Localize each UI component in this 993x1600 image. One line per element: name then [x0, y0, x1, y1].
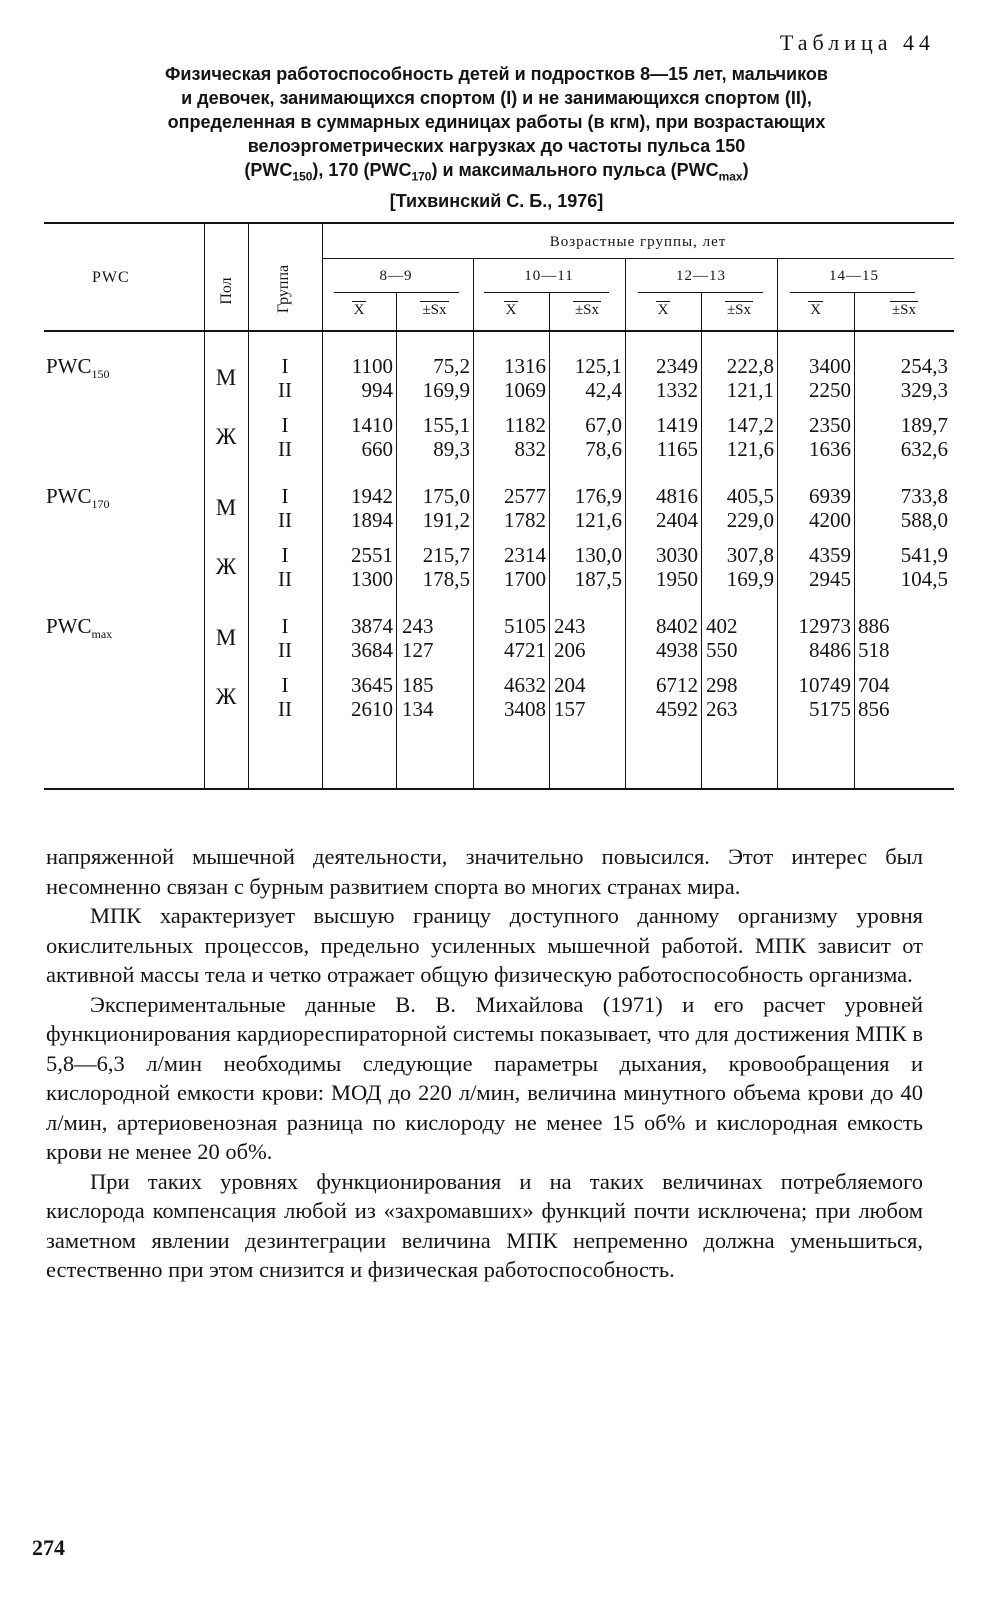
pwc-subscript: max: [91, 627, 113, 642]
mean-header: [777, 302, 854, 319]
age-group-rule: [322, 258, 954, 259]
table-cell: 832: [514, 437, 546, 461]
table-cell: 550: [706, 638, 738, 662]
table-cell: 8486: [809, 638, 851, 662]
table-cell: 541,9: [900, 543, 948, 567]
table-cell: 3030: [656, 543, 698, 567]
caption-source: [Тихвинский С. Б., 1976]: [389, 190, 604, 211]
table-cell: 147,2: [726, 413, 774, 437]
group-value: I: [281, 673, 289, 697]
age-label: 8—9: [379, 268, 413, 284]
table-cell: 2250: [809, 378, 851, 402]
table-cell: 329,3: [900, 378, 948, 402]
table-cell: 169,9: [726, 567, 774, 591]
table-cell: 125,1: [574, 354, 622, 378]
table-cell: 229,0: [726, 508, 774, 532]
table-cell: 1419: [656, 413, 698, 437]
caption-line: определенная в суммарных единицах работы (в кгм), при возрастающих: [167, 112, 826, 132]
table-cell: 121,6: [726, 437, 774, 461]
table-top-rule: [44, 222, 954, 224]
mean-header: [625, 302, 701, 319]
group-value: I: [281, 543, 289, 567]
paragraph: напряженной мышечной деятельности, значительно повысился. Этот интерес был несомненно связан с бурным развитием спорта во многих странах мира.: [46, 844, 923, 899]
sex-value: Ж: [215, 684, 237, 709]
table-cell: 2577: [504, 484, 546, 508]
table-cell: 4938: [656, 638, 698, 662]
table-cell: 518: [858, 638, 890, 662]
sex-header: Пол: [218, 277, 235, 305]
error-header: [854, 302, 954, 319]
table-cell: 6939: [809, 484, 851, 508]
table-cell: 588,0: [900, 508, 948, 532]
mean-symbol: X: [353, 302, 365, 318]
table-header-rule: [44, 330, 954, 332]
table-cell: 4721: [504, 638, 546, 662]
group-value: I: [281, 614, 289, 638]
group-value: I: [281, 484, 289, 508]
sex-value: Ж: [215, 554, 237, 579]
table-cell: 3874: [351, 614, 393, 638]
group-value: II: [278, 697, 292, 721]
pwc-label: [46, 614, 112, 646]
pwc-subscript: 170: [91, 497, 110, 512]
age-rule: [790, 292, 915, 293]
sex-value: М: [215, 365, 237, 390]
table-cell: 1316: [504, 354, 546, 378]
group-header: Группа: [275, 264, 292, 314]
table-cell: 243: [402, 614, 434, 638]
table-cell: 189,7: [900, 413, 948, 437]
table-label: Таблица 44: [779, 30, 935, 55]
error-symbol: ±Sx: [891, 302, 917, 318]
pwc-header: PWC: [92, 269, 130, 286]
error-symbol: ±Sx: [574, 302, 600, 318]
table-cell: 298: [706, 673, 738, 697]
table-cell: 175,0: [422, 484, 470, 508]
group-value: II: [278, 638, 292, 662]
table-cell: 402: [706, 614, 738, 638]
table-cell: 127: [402, 638, 434, 662]
table-cell: 660: [361, 437, 393, 461]
group-value: II: [278, 567, 292, 591]
mean-header: [322, 302, 396, 319]
error-symbol: ±Sx: [726, 302, 752, 318]
table-cell: 4592: [656, 697, 698, 721]
caption-line: и девочек, занимающихся спортом (I) и не занимающихся спортом (II),: [181, 88, 812, 108]
table-cell: 8402: [656, 614, 698, 638]
table-cell: 254,3: [900, 354, 948, 378]
group-value: I: [281, 413, 289, 437]
table-cell: 187,5: [574, 567, 622, 591]
group-value: II: [278, 378, 292, 402]
mean-symbol: X: [505, 302, 517, 318]
mean-symbol: X: [657, 302, 669, 318]
error-header: [701, 302, 777, 319]
sex-value: Ж: [215, 424, 237, 449]
table-cell: 2551: [351, 543, 393, 567]
table-cell: 1165: [656, 437, 698, 461]
table-cell: 1300: [351, 567, 393, 591]
table-cell: 243: [554, 614, 586, 638]
table-cell: 5105: [504, 614, 546, 638]
table-cell: 215,7: [422, 543, 470, 567]
table-cell: 6712: [656, 673, 698, 697]
mean-header: [473, 302, 549, 319]
table-cell: 1100: [351, 354, 393, 378]
paragraph: При таких уровнях функционирования и на таких величинах потребляемого кислорода компенсация любой из «захромавших» функций почти исключена; при любом заметном явлении дезинтеграции величина МПК непременно должна уменьшиться, естественно при этом снизится и физическая работоспособность.: [46, 1168, 923, 1282]
group-value: II: [278, 437, 292, 461]
sex-value: М: [215, 495, 237, 520]
table-cell: 155,1: [422, 413, 470, 437]
table-cell: 2945: [809, 567, 851, 591]
caption-line: $(PWC_{150})$, 170 $(PWC_{170})$ и максимального пульса $(PWC_{max})$: [244, 160, 749, 184]
table-cell: 2350: [809, 413, 851, 437]
table-cell: 2404: [656, 508, 698, 532]
pwc-label: [46, 484, 110, 516]
age-label: 10—11: [524, 268, 574, 284]
table-cell: 42,4: [585, 378, 622, 402]
error-header: [396, 302, 473, 319]
table-cell: 4359: [809, 543, 851, 567]
table-cell: 4200: [809, 508, 851, 532]
pwc-label: [46, 354, 110, 386]
table-cell: 2314: [504, 543, 546, 567]
table-cell: 1410: [351, 413, 393, 437]
table-cell: 78,6: [585, 437, 622, 461]
table-cell: 206: [554, 638, 586, 662]
table-cell: 3408: [504, 697, 546, 721]
table-caption: [60, 62, 933, 213]
table-cell: 3645: [351, 673, 393, 697]
table-cell: 994: [361, 378, 393, 402]
age-label: 14—15: [829, 268, 879, 284]
sub-divider: [854, 292, 855, 788]
table-cell: 204: [554, 673, 586, 697]
table-cell: 1332: [656, 378, 698, 402]
table-cell: 5175: [809, 697, 851, 721]
table-cell: 157: [554, 697, 586, 721]
table-cell: 4632: [504, 673, 546, 697]
table-cell: 176,9: [574, 484, 622, 508]
table-cell: 121,6: [574, 508, 622, 532]
table-cell: 3400: [809, 354, 851, 378]
table-cell: 1700: [504, 567, 546, 591]
table-cell: 12973: [798, 614, 851, 638]
pwc-name: PWC: [46, 354, 92, 378]
pwc-name: PWC: [46, 614, 92, 638]
data-table: [44, 222, 954, 790]
table-cell: 67,0: [585, 413, 622, 437]
table-cell: 704: [858, 673, 890, 697]
table-cell: 1182: [504, 413, 546, 437]
paragraph: МПК характеризует высшую границу доступного данному организму уровня окислительных процессов, предельно усиленных мышечной работой. МПК зависит от активной массы тела и четко отражает общую физическую работоспособность организма.: [46, 903, 923, 987]
table-cell: 185: [402, 673, 434, 697]
table-cell: 2610: [351, 697, 393, 721]
table-cell: 4816: [656, 484, 698, 508]
table-cell: 733,8: [900, 484, 948, 508]
table-cell: 1950: [656, 567, 698, 591]
table-cell: 1636: [809, 437, 851, 461]
table-bottom-rule: [44, 788, 954, 790]
table-cell: 1942: [351, 484, 393, 508]
table-cell: 134: [402, 697, 434, 721]
paragraph: Экспериментальные данные В. В. Михайлова (1971) и его расчет уровней функционирования кардиореспираторной системы показывает, что для достижения МПК в 5,8—6,3 л/мин необходимы следующие параметры дыхания, кровообращения и кислородной емкости крови: МОД до 220 л/мин, величина минутного объема крови до 40 л/мин, артериовенозная разница по кислороду не менее 15 об% и кислородная емкость крови не менее 20 об%.: [46, 991, 923, 1164]
age-rule: [484, 292, 609, 293]
table-cell: 10749: [798, 673, 851, 697]
page-number: 274: [32, 1535, 65, 1560]
table-cell: 89,3: [433, 437, 470, 461]
table-cell: 130,0: [574, 543, 622, 567]
table-cell: 169,9: [422, 378, 470, 402]
table-cell: 75,2: [433, 354, 470, 378]
pwc-name: PWC: [46, 484, 92, 508]
table-cell: 1894: [351, 508, 393, 532]
group-value: II: [278, 508, 292, 532]
caption-line: Физическая работоспособность детей и подростков 8—15 лет, мальчиков: [165, 64, 828, 84]
table-cell: 222,8: [726, 354, 774, 378]
table-cell: 178,5: [422, 567, 470, 591]
table-cell: 191,2: [422, 508, 470, 532]
group-value: I: [281, 354, 289, 378]
table-cell: 632,6: [900, 437, 948, 461]
table-cell: 1069: [504, 378, 546, 402]
age-label: 12—13: [676, 268, 726, 284]
table-cell: 2349: [656, 354, 698, 378]
table-cell: 263: [706, 697, 738, 721]
mean-symbol: X: [810, 302, 821, 318]
table-cell: 1782: [504, 508, 546, 532]
error-symbol: ±Sx: [422, 302, 447, 318]
table-cell: 405,5: [726, 484, 774, 508]
sex-value: М: [215, 625, 237, 650]
table-cell: 856: [858, 697, 890, 721]
table-cell: 307,8: [726, 543, 774, 567]
age-groups-header: Возрастные группы, лет: [549, 234, 727, 250]
body-text: [46, 842, 923, 1285]
error-header: [549, 302, 625, 319]
table-cell: 886: [858, 614, 890, 638]
table-cell: 3684: [351, 638, 393, 662]
table-cell: 104,5: [900, 567, 948, 591]
table-cell: 121,1: [726, 378, 774, 402]
caption-line: велоэргометрических нагрузках до частоты пульса 150: [247, 136, 746, 156]
pwc-subscript: 150: [91, 367, 110, 382]
